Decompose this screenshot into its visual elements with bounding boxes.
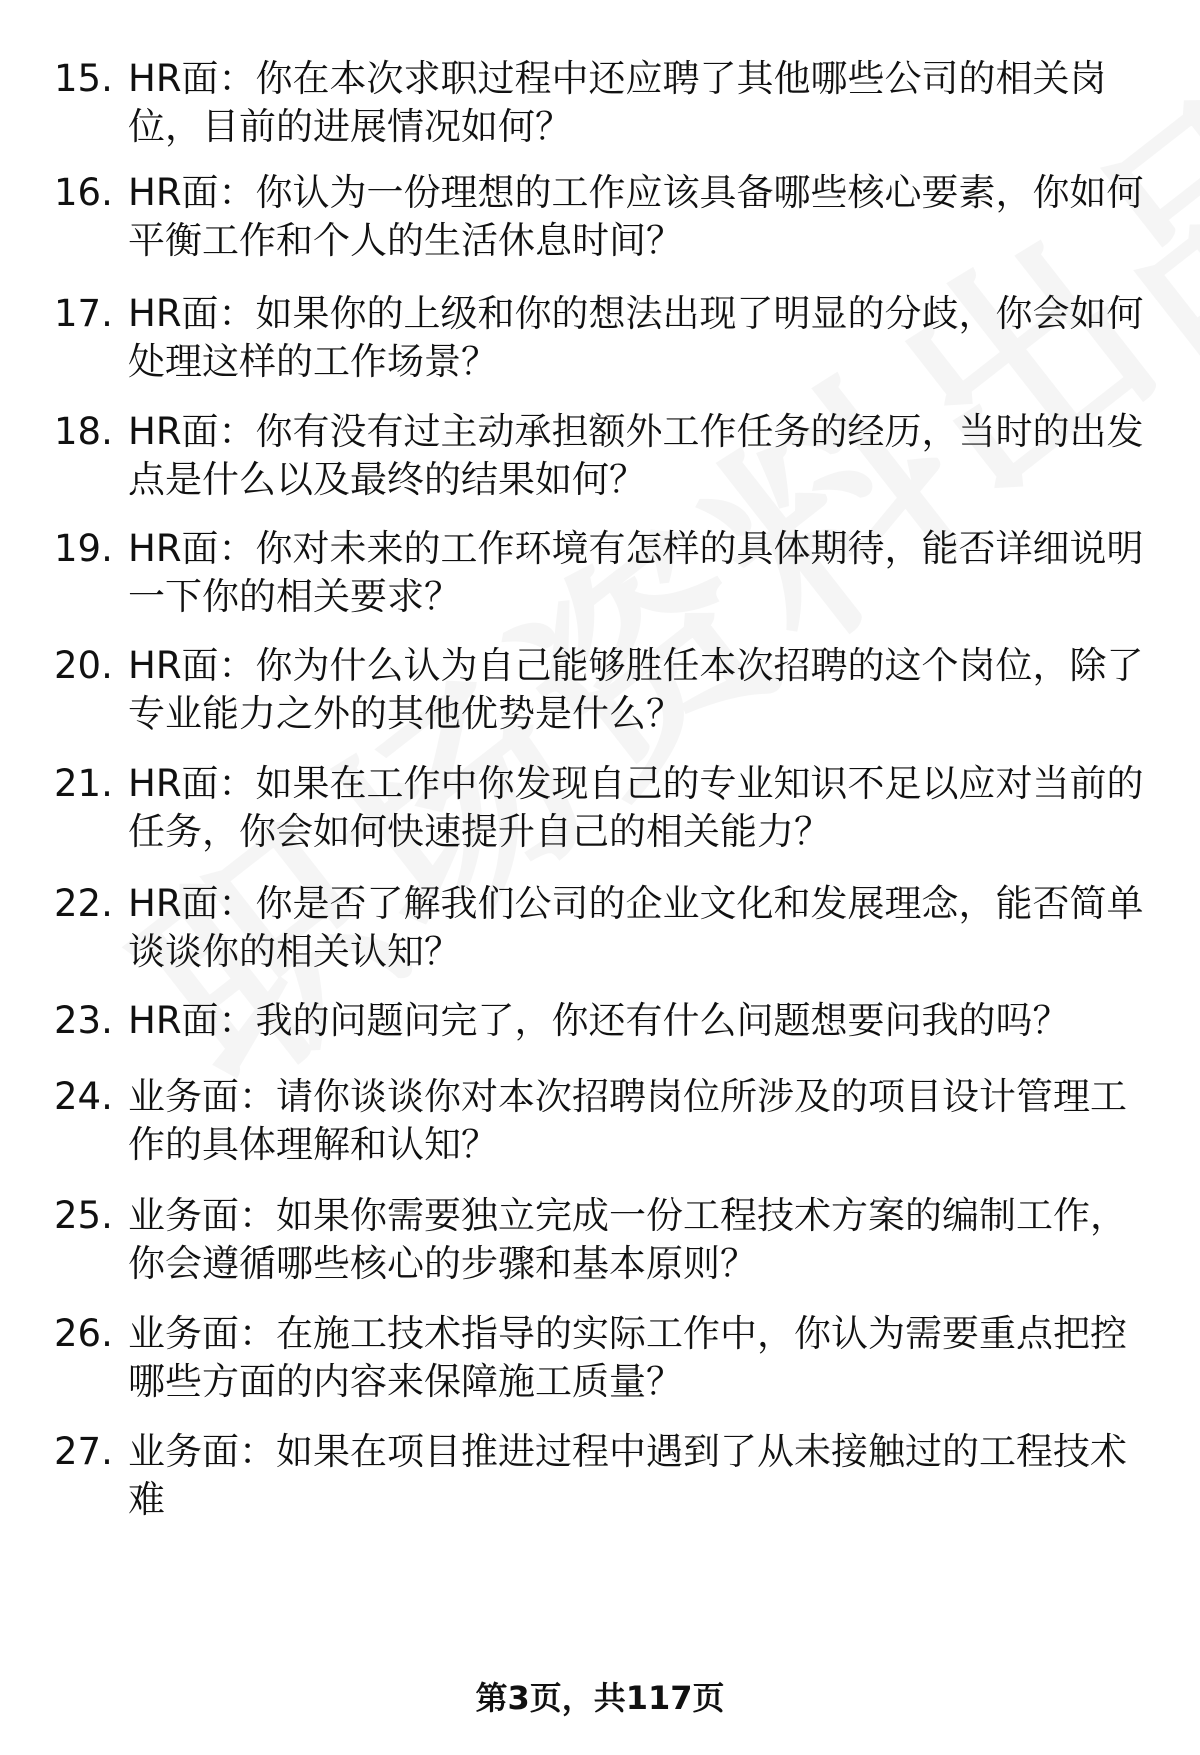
question-text: HR面：你对未来的工作环境有怎样的具体期待，能否详细说明一下你的相关要求？ bbox=[128, 527, 1144, 618]
question-number: 19. bbox=[54, 527, 113, 570]
question-text: 业务面：请你谈谈你对本次招聘岗位所涉及的项目设计管理工作的具体理解和认知？ bbox=[128, 1075, 1127, 1166]
question-number: 26. bbox=[54, 1312, 113, 1355]
question-number: 22. bbox=[54, 882, 113, 925]
question-text: HR面：我的问题问完了，你还有什么问题想要问我的吗？ bbox=[128, 999, 1070, 1042]
question-text: HR面：你认为一份理想的工作应该具备哪些核心要素，你如何平衡工作和个人的生活休息时间？ bbox=[128, 171, 1144, 262]
question-text: 业务面：如果你需要独立完成一份工程技术方案的编制工作，你会遵循哪些核心的步骤和基本原则？ bbox=[128, 1194, 1127, 1285]
question-number: 20. bbox=[54, 644, 113, 687]
question-number: 18. bbox=[54, 410, 113, 453]
question-text: HR面：你在本次求职过程中还应聘了其他哪些公司的相关岗位，目前的进展情况如何？ bbox=[128, 57, 1107, 148]
question-text: 业务面：在施工技术指导的实际工作中，你认为需要重点把控哪些方面的内容来保障施工质量？ bbox=[128, 1312, 1127, 1403]
page-footer: 第3页，共117页 bbox=[475, 1679, 725, 1717]
question-text: HR面：你为什么认为自己能够胜任本次招聘的这个岗位，除了专业能力之外的其他优势是什么？ bbox=[128, 644, 1144, 735]
question-number: 16. bbox=[54, 171, 113, 214]
question-text: HR面：如果在工作中你发现自己的专业知识不足以应对当前的任务，你会如何快速提升自己的相关能力？ bbox=[128, 762, 1144, 853]
question-number: 17. bbox=[54, 292, 113, 335]
question-text: HR面：如果你的上级和你的想法出现了明显的分歧，你会如何处理这样的工作场景？ bbox=[128, 292, 1144, 383]
question-number: 25. bbox=[54, 1194, 113, 1237]
question-text: 业务面：如果在项目推进过程中遇到了从未接触过的工程技术难 bbox=[128, 1430, 1127, 1521]
question-text: HR面：你是否了解我们公司的企业文化和发展理念，能否简单谈谈你的相关认知？ bbox=[128, 882, 1144, 973]
question-number: 23. bbox=[54, 999, 113, 1042]
question-number: 24. bbox=[54, 1075, 113, 1118]
question-number: 15. bbox=[54, 57, 113, 100]
question-text: HR面：你有没有过主动承担额外工作任务的经历，当时的出发点是什么以及最终的结果如何？ bbox=[128, 410, 1144, 501]
question-number: 27. bbox=[54, 1430, 113, 1473]
question-number: 21. bbox=[54, 762, 113, 805]
